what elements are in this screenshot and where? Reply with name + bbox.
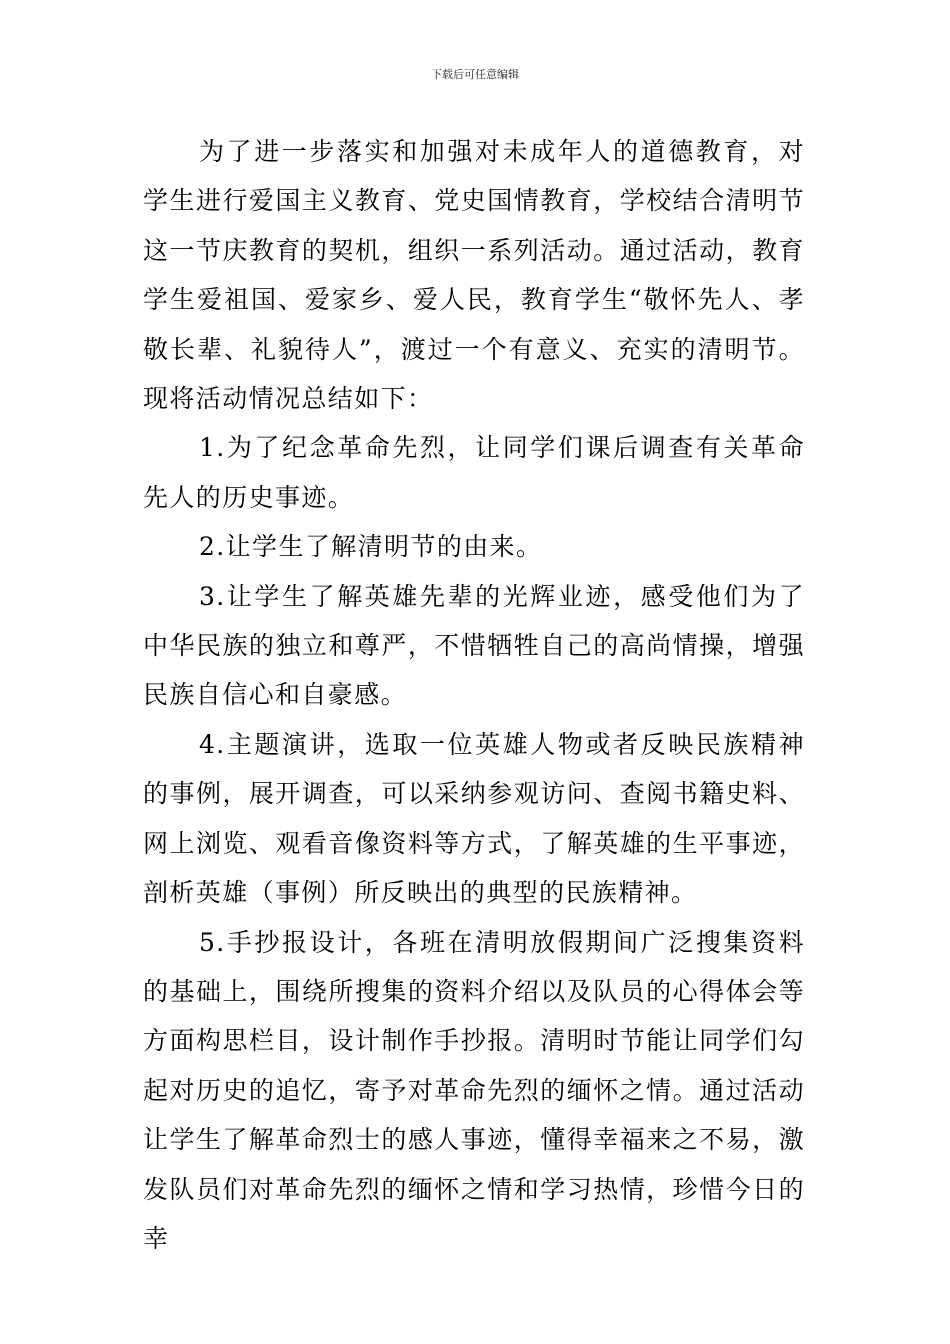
intro-paragraph: 为了进一步落实和加强对未成年人的道德教育，对学生进行爱国主义教育、党史国情教育，学校结合清明节这一节庆教育的契机，组织一系列活动。通过活动，教育学生爱祖国、爱家乡、爱人民，教育学生“敬怀先人、孝敬长辈、礼貌待人”，渡过一个有意义、充实的清明节。现将活动情况总结如下： (143, 137, 805, 414)
item-paragraph-1: 1.为了纪念革命先烈，让同学们课后调查有关革命先人的历史事迹。 (143, 433, 805, 512)
item-paragraph-5: 5.手抄报设计，各班在清明放假期间广泛搜集资料的基础上，围绕所搜集的资料介绍以及队员的心得体会等方面构思栏目，设计制作手抄报。清明时节能让同学们勾起对历史的追忆，寄予对革命先烈的缅怀之情。通过活动让学生了解革命烈士的感人事迹，懂得幸福来之不易，激发队员们对革命先烈的缅怀之情和学习热情，珍惜今日的幸 (143, 927, 805, 1253)
document-body (143, 127, 805, 1263)
item-paragraph-4: 4.主题演讲，选取一位英雄人物或者反映民族精神的事例，展开调查，可以采纳参观访问、查阅书籍史料、网上浏览、观看音像资料等方式，了解英雄的生平事迹，剖析英雄（事例）所反映出的典型的民族精神。 (143, 729, 805, 908)
page-header: 下载后可任意编辑 (431, 68, 519, 81)
item-paragraph-3: 3.让学生了解英雄先辈的光辉业迹，感受他们为了中华民族的独立和尊严，不惜牺牲自己的高尚情操，增强民族自信心和自豪感。 (143, 581, 805, 710)
item-paragraph-2: 2.让学生了解清明节的由来。 (199, 532, 543, 562)
